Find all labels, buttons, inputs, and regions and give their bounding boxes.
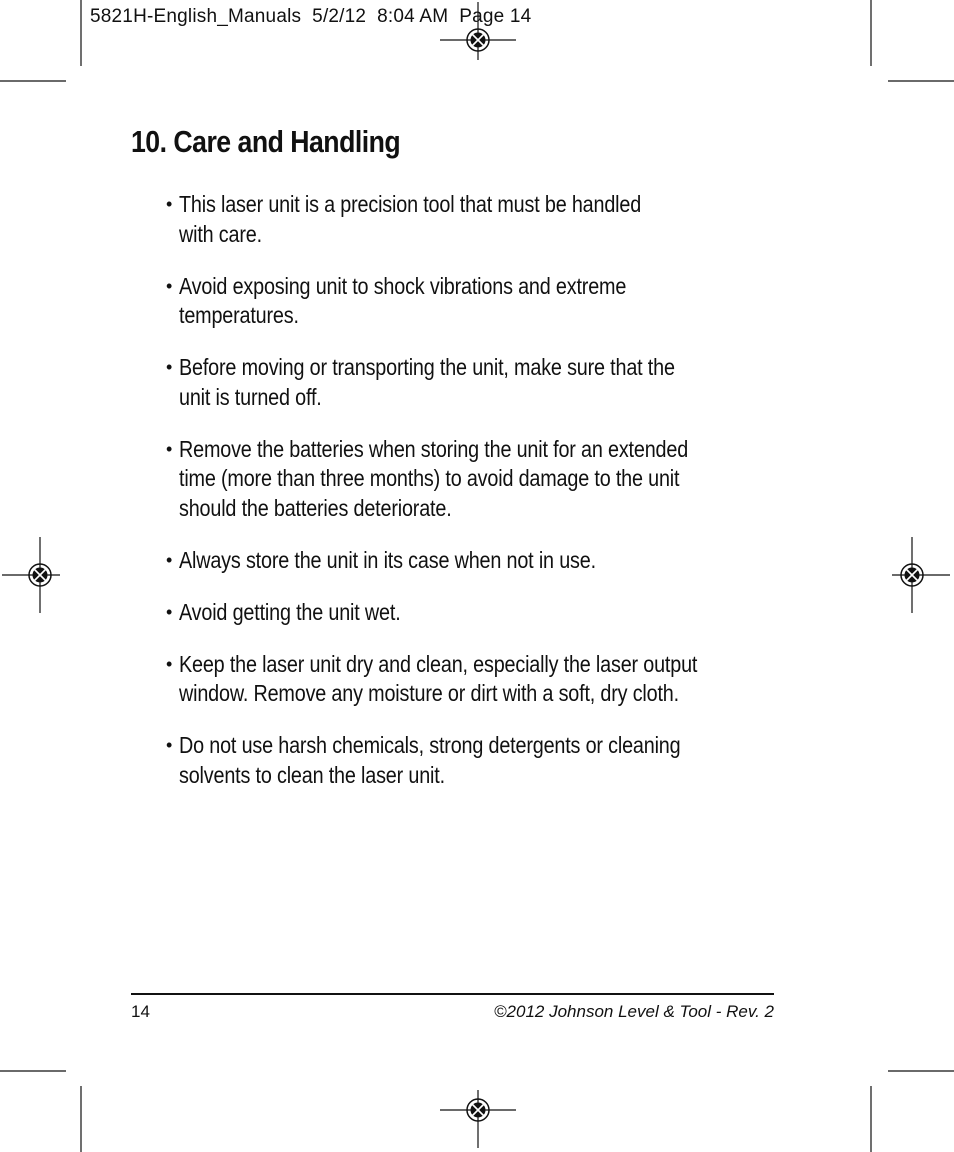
list-item	[166, 731, 806, 790]
list-item-text: Before moving or transporting the unit, make sure that the unit is turned off.	[179, 354, 675, 410]
list-item-text: Avoid getting the unit wet.	[179, 598, 401, 625]
bullet-icon: •	[166, 275, 173, 296]
bullet-icon: •	[166, 549, 173, 570]
list-item	[166, 272, 806, 331]
bullet-icon: •	[166, 357, 173, 377]
list-item-text: This laser unit is a precision tool that must be handled with care.	[179, 191, 642, 247]
section-title: 10. Care and Handling	[131, 124, 401, 159]
bullet-icon: •	[166, 438, 173, 459]
bullet-icon: •	[166, 653, 173, 674]
page-number: 14	[131, 1002, 150, 1021]
bullet-icon: •	[166, 735, 173, 755]
list-item-text: Do not use harsh chemicals, strong detergents or cleaning solvents to clean the laser unit.	[179, 732, 681, 788]
print-slug-line: 5821H-English_Manuals 5/2/12 8:04 AM Page 14	[90, 6, 532, 27]
list-item	[166, 353, 806, 412]
bullet-icon: •	[166, 194, 173, 214]
registration-mark-icon	[2, 537, 60, 613]
footer-divider	[131, 993, 774, 995]
care-instructions-list	[166, 190, 806, 813]
list-item-text: Always store the unit in its case when not in use.	[179, 546, 596, 573]
list-item	[166, 650, 806, 709]
registration-mark-icon	[892, 537, 950, 613]
list-item-text: Keep the laser unit dry and clean, especially the laser output window. Remove any moisture or dirt with a soft, dry cloth.	[179, 650, 698, 706]
registration-mark-icon	[440, 1090, 516, 1148]
list-item	[166, 546, 806, 576]
bullet-icon: •	[166, 601, 173, 622]
copyright-notice: ©2012 Johnson Level & Tool - Rev. 2	[494, 1002, 774, 1021]
list-item-text: Avoid exposing unit to shock vibrations and extreme temperatures.	[179, 272, 627, 328]
list-item	[166, 190, 806, 249]
list-item-text: Remove the batteries when storing the unit for an extended time (more than three months) to avoid damage to the unit should the batteries deteriorate.	[179, 435, 689, 521]
list-item	[166, 435, 806, 524]
list-item	[166, 598, 806, 628]
